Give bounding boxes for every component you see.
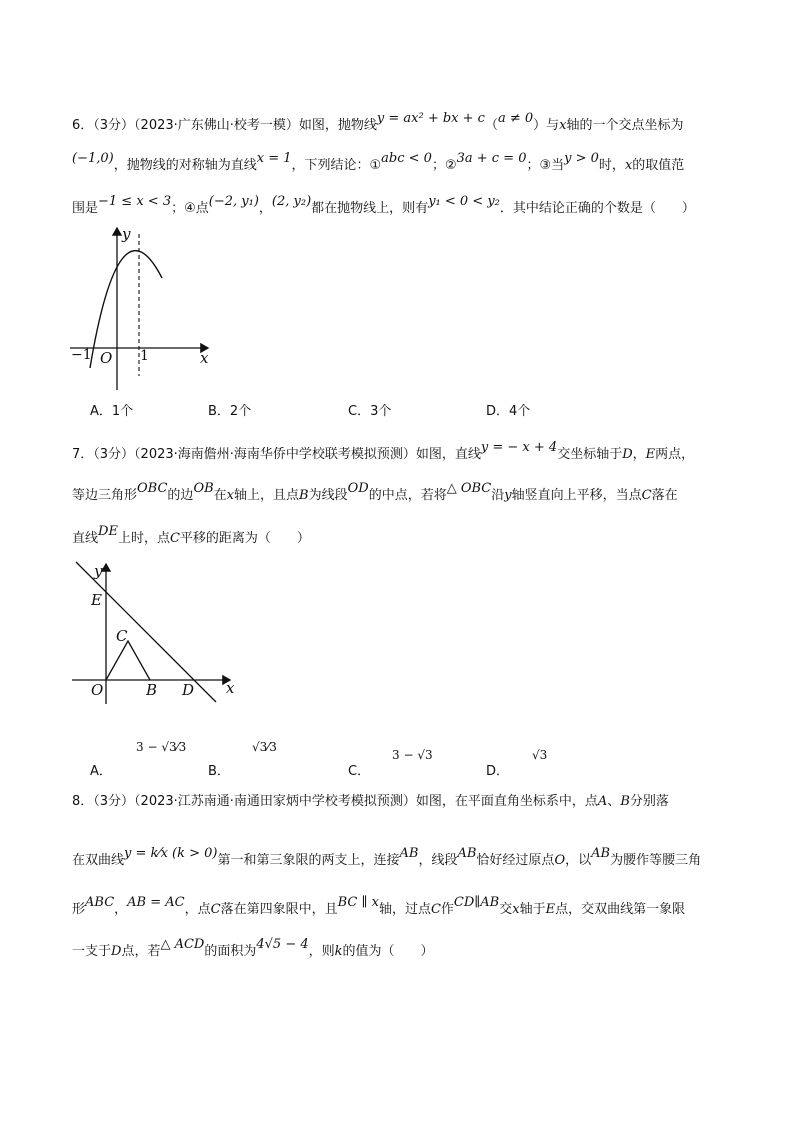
origin-label: O [91,681,104,699]
neg-one-label: −1 [71,347,92,363]
q7-line-1: 7．（3分）（2023·海南儋州·海南华侨中学校联考模拟预测）如图，直线y = − x + 4交坐标轴于D，E两点， [72,440,695,462]
point-d-label: D [182,681,195,699]
q6-parabola-figure [70,222,220,394]
triangle-obc [106,641,150,680]
q8-line-4: 一支于D点，若△ ACD的面积为4√5 − 4，则k的值为（ ） [72,937,434,959]
q8-line-2: 在双曲线y = k⁄x (k > 0)第一和第三象限的两支上，连接AB，线段AB恰好经过原点O，以AB为腰作等腰三角 [72,846,702,868]
point-e-label: E [91,591,102,609]
q8-line-1: 8．（3分）（2023·江苏南通·南通田家炳中学校考模拟预测）如图，在平面直角坐标系中，点A、B分别落 [72,794,669,809]
q7-option-d-value: √3 [532,748,548,762]
y-axis-label: y [94,562,103,580]
q6-line-1: 6．（3分）（2023·广东佛山·校考一模）如图，抛物线y = ax² + bx + c（a ≠ 0）与x轴的一个交点坐标为 [72,111,684,133]
q7-option-b[interactable]: B． [208,764,230,779]
q6-option-d[interactable]: D．4个 [486,404,531,419]
q7-option-c-value: 3 − √3 [392,748,433,762]
point-c-label: C [116,627,128,645]
y-axis-label: y [122,225,131,243]
q6-option-b[interactable]: B．2个 [208,404,252,419]
point-b-label: B [146,681,158,699]
q7-option-a-value: 3 − √3⁄3 [136,740,187,754]
x-axis-label: x [200,349,209,367]
x-axis-label: x [226,679,235,697]
q7-triangle-figure [70,558,240,708]
q7-option-b-value: √3⁄3 [252,740,277,754]
q6-line-2: (−1,0)，抛物线的对称轴为直线x = 1，下列结论：①abc < 0；②3a + c = 0；③当y > 0时，x的取值范 [72,151,685,173]
q7-option-d[interactable]: D． [486,764,510,779]
q6-line-3: 围是−1 ≤ x < 3；④点(−2, y₁)，(2, y₂)都在抛物线上，则有y₁ < 0 < y₂．其中结论正确的个数是（ ） [72,194,695,216]
one-label: 1 [140,348,149,364]
q7-line-3: 直线DE上时，点C平移的距离为（ ） [72,524,310,546]
q6-option-a[interactable]: A．1个 [90,404,134,419]
q7-line-2: 等边三角形OBC的边OB在x轴上，且点B为线段OD的中点，若将△ OBC沿y轴竖直向上平移，当点C落在 [72,481,678,503]
q6-option-c[interactable]: C．3个 [348,404,392,419]
origin-label: O [100,349,113,367]
q8-line-3: 形ABC，AB = AC，点C落在第四象限中，且BC ∥ x轴，过点C作CD∥AB交x轴于E点，交双曲线第一象限 [72,895,686,917]
q7-option-c[interactable]: C． [348,764,371,779]
q7-option-a[interactable]: A． [90,764,112,779]
